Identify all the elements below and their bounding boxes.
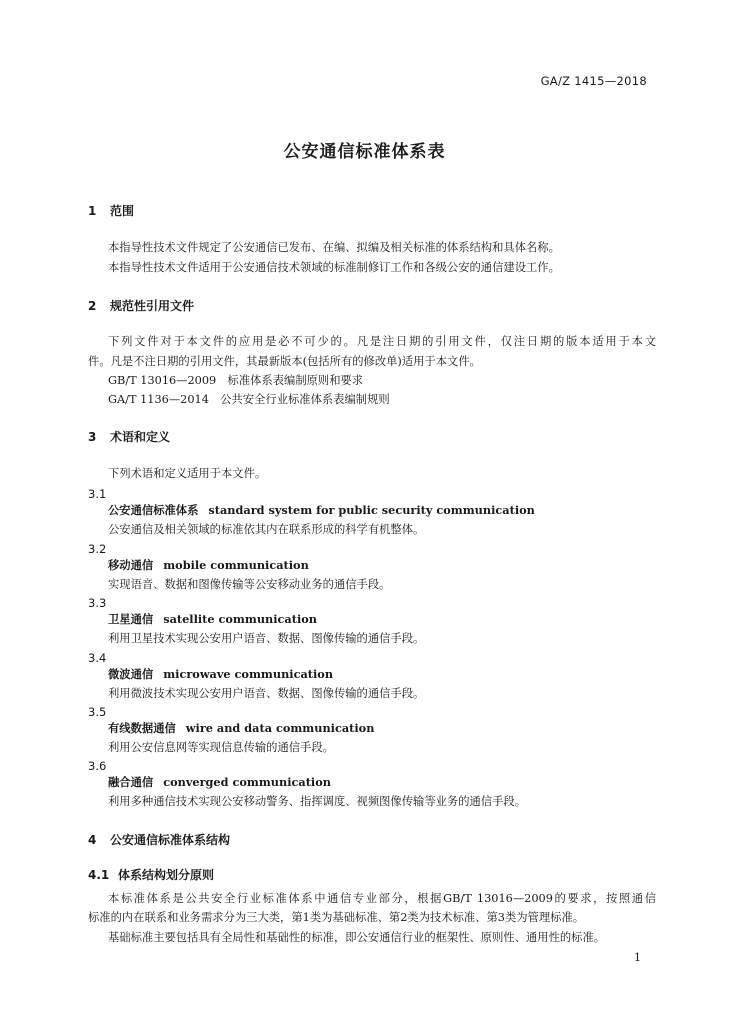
- section-title: 规范性引用文件: [110, 299, 195, 313]
- section-4-paragraph-line-2: 标准的内在联系和业务需求分为三大类，第1类为基础标准、第2类为技术标准、第3类为管理标准。: [88, 911, 585, 924]
- term-name: [108, 723, 374, 734]
- term-english: standard system for public security communication: [208, 503, 535, 517]
- term-definition: 利用卫星技术实现公安用户语音、数据、图像传输的通信手段。: [108, 632, 425, 645]
- section-title: 术语和定义: [110, 430, 171, 444]
- section-2-paragraph-line-2: 件。凡是不注日期的引用文件，其最新版本(包括所有的修改单)适用于本文件。: [88, 355, 481, 368]
- term-name: [108, 560, 309, 571]
- term-name: [108, 669, 333, 680]
- section-number: 1: [88, 204, 97, 218]
- term-chinese: 公安通信标准体系: [108, 504, 199, 517]
- term-chinese: 卫星通信: [108, 613, 154, 626]
- section-1-paragraph-2: 本指导性技术文件适用于公安通信技术领域的标准制修订工作和各级公安的通信建设工作。: [108, 261, 560, 274]
- section-4-heading: [88, 834, 230, 846]
- term-definition: 公安通信及相关领域的标准依其内在联系形成的科学有机整体。: [108, 523, 425, 536]
- section-3-intro: 下列术语和定义适用于本文件。: [108, 467, 267, 480]
- page-number: 1: [634, 951, 641, 964]
- section-title: 范围: [110, 204, 135, 218]
- reference-2: GA/T 1136—2014 公共安全行业标准体系表编制规则: [108, 393, 390, 406]
- term-number: 3.4: [88, 651, 107, 665]
- section-number: 2: [88, 299, 97, 313]
- section-title: 公安通信标准体系结构: [110, 833, 231, 847]
- term-number: 3.5: [88, 705, 107, 719]
- term-number: 3.1: [88, 487, 107, 501]
- subsection-title: 体系结构划分原则: [118, 868, 215, 882]
- term-english: microwave communication: [163, 667, 334, 681]
- section-3-heading: [88, 431, 170, 443]
- section-number: 4: [88, 833, 97, 847]
- term-definition: 利用公安信息网等实现信息传输的通信手段。: [108, 741, 334, 754]
- term-number: 3.6: [88, 759, 107, 773]
- subsection-4-1-heading: [88, 869, 214, 881]
- term-definition: 利用微波技术实现公安用户语音、数据、图像传输的通信手段。: [108, 687, 425, 700]
- reference-1: GB/T 13016—2009 标准体系表编制原则和要求: [108, 374, 364, 387]
- subsection-number: 4.1: [88, 868, 110, 882]
- term-chinese: 融合通信: [108, 776, 154, 789]
- term-definition: 实现语音、数据和图像传输等公安移动业务的通信手段。: [108, 578, 391, 591]
- term-name: [108, 614, 317, 625]
- term-number: 3.2: [88, 542, 107, 556]
- term-english: satellite communication: [163, 612, 317, 626]
- term-definition: 利用多种通信技术实现公安移动警务、指挥调度、视频图像传输等业务的通信手段。: [108, 795, 526, 808]
- term-english: converged communication: [163, 775, 331, 789]
- term-name: [108, 777, 331, 788]
- section-4-paragraph-2: 基础标准主要包括具有全局性和基础性的标准，即公安通信行业的框架性、原则性、通用性的标准。: [108, 931, 606, 944]
- document-title: 公安通信标准体系表: [283, 142, 446, 162]
- term-english: wire and data communication: [185, 721, 375, 735]
- term-chinese: 移动通信: [108, 559, 154, 572]
- section-1-heading: [88, 205, 134, 217]
- section-number: 3: [88, 430, 97, 444]
- section-4-paragraph-line-1: 本标准体系是公共安全行业标准体系中通信专业部分，根据GB/T 13016—2009的要求，按照通信: [108, 892, 656, 905]
- term-chinese: 有线数据通信: [108, 722, 176, 735]
- section-2-paragraph-line-1: 下列文件对于本文件的应用是必不可少的。凡是注日期的引用文件，仅注日期的版本适用于本文: [108, 335, 656, 348]
- standard-code: GA/Z 1415—2018: [540, 74, 647, 88]
- section-1-paragraph-1: 本指导性技术文件规定了公安通信已发布、在编、拟编及相关标准的体系结构和具体名称。: [108, 241, 560, 254]
- term-chinese: 微波通信: [108, 668, 154, 681]
- term-english: mobile communication: [163, 558, 309, 572]
- term-number: 3.3: [88, 596, 107, 610]
- section-2-heading: [88, 300, 194, 312]
- term-name: [108, 505, 535, 516]
